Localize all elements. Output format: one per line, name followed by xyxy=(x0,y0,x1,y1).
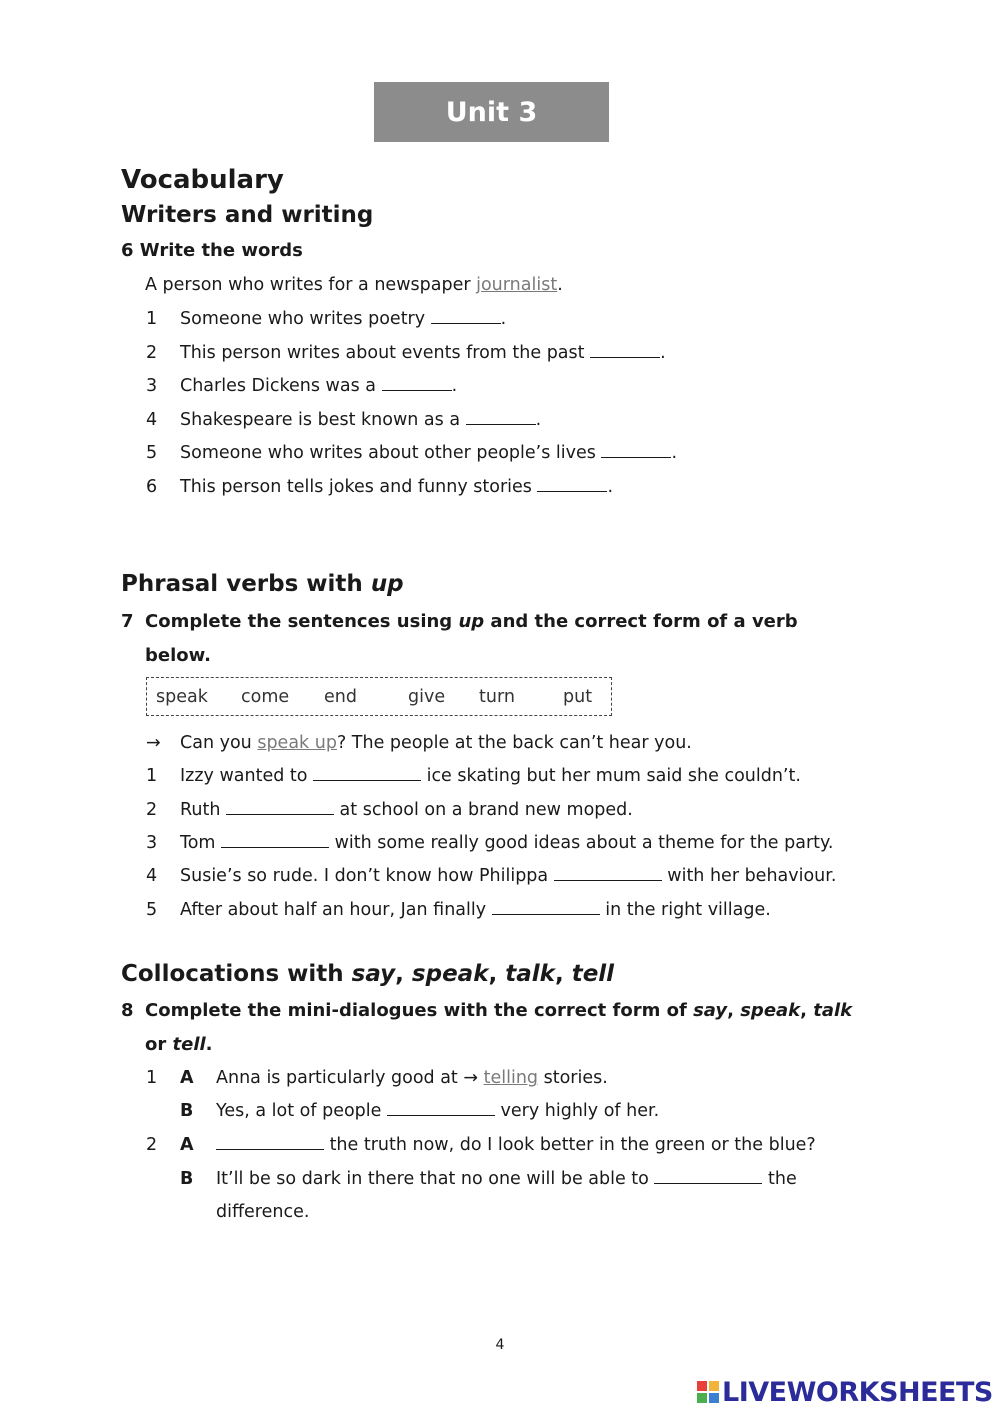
exercise-8-instruction-cont: or tell. xyxy=(145,1034,213,1055)
dialogue-2-line-a: the truth now, do I look better in the green or the blue? xyxy=(216,1135,816,1155)
arrow-icon: → xyxy=(146,733,161,753)
page-number: 4 xyxy=(495,1337,505,1353)
liveworksheets-logo xyxy=(697,1377,993,1407)
item-number: 6 xyxy=(146,477,158,497)
exercise-6-example: A person who writes for a newspaper journalist. xyxy=(145,275,563,295)
exercise-8-number: 8 xyxy=(121,1000,134,1021)
answer-blank[interactable] xyxy=(590,356,660,358)
exercise-7-example: Can you speak up? The people at the back can’t hear you. xyxy=(180,733,692,753)
exercise-6-item-4: Shakespeare is best known as a . xyxy=(180,410,542,430)
answer-blank[interactable] xyxy=(601,456,671,458)
arrow-icon: → xyxy=(463,1068,479,1088)
exercise-6-item-3: Charles Dickens was a . xyxy=(180,376,458,396)
answer-blank[interactable] xyxy=(216,1148,324,1150)
dialogue-1-line-b: Yes, a lot of people very highly of her. xyxy=(216,1101,660,1121)
dialogue-2-line-b-cont: difference. xyxy=(216,1202,310,1222)
item-number: 3 xyxy=(146,833,158,853)
exercise-6-instruction: 6 Write the words xyxy=(121,240,303,261)
item-number: 3 xyxy=(146,376,158,396)
speaker-label: B xyxy=(180,1169,194,1189)
word-box xyxy=(146,677,612,716)
exercise-8-instruction: Complete the mini-dialogues with the correct form of say, speak, talk xyxy=(145,1000,853,1021)
speaker-label: A xyxy=(180,1068,194,1088)
answer-blank[interactable] xyxy=(537,490,607,492)
item-number: 5 xyxy=(146,900,158,920)
item-number: 2 xyxy=(146,343,158,363)
answer-blank[interactable] xyxy=(387,1114,495,1116)
answer-blank[interactable] xyxy=(221,846,329,848)
exercise-7-number: 7 xyxy=(121,611,134,632)
collocations-heading: Collocations with say, speak, talk, tell xyxy=(121,961,615,987)
word-option: turn xyxy=(479,687,515,707)
answer-blank[interactable] xyxy=(226,813,334,815)
exercise-7-item-4: Susie’s so rude. I don’t know how Philippa with her behaviour. xyxy=(180,866,837,886)
logo-square xyxy=(709,1381,719,1391)
item-number: 5 xyxy=(146,443,158,463)
example-answer: telling xyxy=(483,1068,539,1088)
logo-square xyxy=(697,1393,707,1403)
exercise-7-item-2: Ruth at school on a brand new moped. xyxy=(180,800,633,820)
word-option: end xyxy=(324,687,357,707)
answer-blank[interactable] xyxy=(492,913,600,915)
dialogue-number: 2 xyxy=(146,1135,158,1155)
vocabulary-heading: Vocabulary xyxy=(121,165,284,195)
example-answer: journalist xyxy=(476,275,558,295)
answer-blank[interactable] xyxy=(466,423,536,425)
exercise-7-item-1: Izzy wanted to ice skating but her mum said she couldn’t. xyxy=(180,766,801,786)
exercise-6-item-5: Someone who writes about other people’s lives . xyxy=(180,443,678,463)
exercise-7-instruction-cont: below. xyxy=(145,645,211,666)
answer-blank[interactable] xyxy=(654,1182,762,1184)
word-option: put xyxy=(563,687,593,707)
unit-title: Unit 3 xyxy=(445,96,538,128)
dialogue-number: 1 xyxy=(146,1068,158,1088)
answer-blank[interactable] xyxy=(382,389,452,391)
exercise-6-item-6: This person tells jokes and funny stories . xyxy=(180,477,614,497)
logo-square xyxy=(697,1381,707,1391)
exercise-7-item-5: After about half an hour, Jan finally in the right village. xyxy=(180,900,771,920)
example-answer: speak up xyxy=(257,733,337,753)
speaker-label: A xyxy=(180,1135,194,1155)
exercise-6-item-2: This person writes about events from the past . xyxy=(180,343,666,363)
logo-square xyxy=(709,1393,719,1403)
writers-subheading: Writers and writing xyxy=(121,202,374,228)
item-number: 1 xyxy=(146,766,158,786)
logo-squares-icon xyxy=(697,1381,719,1403)
dialogue-1-line-a: Anna is particularly good at → telling stories. xyxy=(216,1068,608,1088)
answer-blank[interactable] xyxy=(554,879,662,881)
exercise-7-instruction: Complete the sentences using up and the correct form of a verb xyxy=(145,611,798,632)
dialogue-2-line-b: It’ll be so dark in there that no one will be able to the xyxy=(216,1169,797,1189)
exercise-7-item-3: Tom with some really good ideas about a theme for the party. xyxy=(180,833,834,853)
word-option: give xyxy=(408,687,446,707)
answer-blank[interactable] xyxy=(431,322,501,324)
word-option: speak xyxy=(156,687,208,707)
exercise-6-item-1: Someone who writes poetry . xyxy=(180,309,507,329)
unit-title-box xyxy=(374,82,609,142)
logo-text: LIVEWORKSHEETS xyxy=(722,1376,993,1408)
speaker-label: B xyxy=(180,1101,194,1121)
item-number: 1 xyxy=(146,309,158,329)
item-number: 2 xyxy=(146,800,158,820)
phrasal-verbs-heading: Phrasal verbs with up xyxy=(121,571,404,597)
item-number: 4 xyxy=(146,866,158,886)
item-number: 4 xyxy=(146,410,158,430)
word-option: come xyxy=(241,687,290,707)
answer-blank[interactable] xyxy=(313,779,421,781)
